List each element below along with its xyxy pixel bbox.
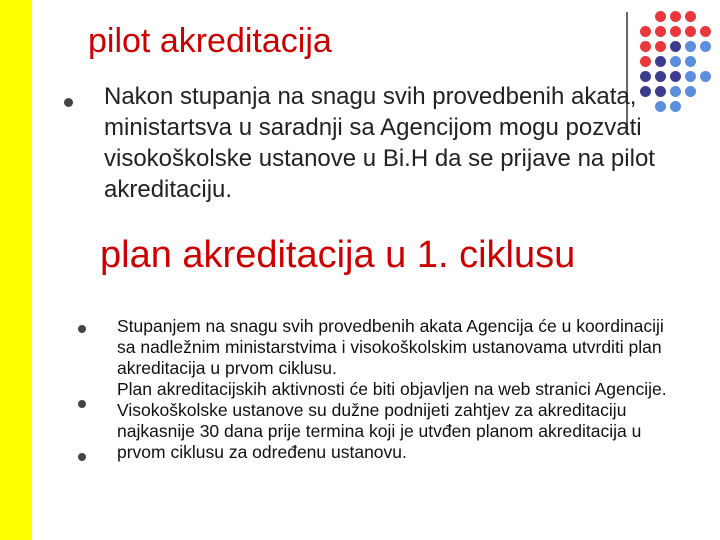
dot <box>670 101 681 112</box>
dot <box>700 86 711 97</box>
dot <box>700 26 711 37</box>
dot <box>670 86 681 97</box>
dot <box>670 26 681 37</box>
section-title-plan: plan akreditacija u 1. ciklusu <box>100 234 576 276</box>
dot <box>700 71 711 82</box>
dot <box>700 11 711 22</box>
dot <box>670 11 681 22</box>
list-item: Plan akreditacijskih aktivnosti će biti objavljen na web stranici Agencije. <box>117 379 667 399</box>
dot <box>685 26 696 37</box>
dot <box>670 41 681 52</box>
dot <box>640 26 651 37</box>
dot <box>685 11 696 22</box>
dot <box>655 41 666 52</box>
bullet-icon <box>78 400 86 408</box>
paragraph-pilot: Nakon stupanja na snagu svih provedbenih akata, ministartsva u saradnji sa Agencijom mogu pozvati visokoškolske ustanove u Bi.H da se prijave na pilot akreditaciju. <box>104 83 655 203</box>
dot <box>670 71 681 82</box>
dot <box>685 86 696 97</box>
dot <box>640 56 651 67</box>
dot <box>685 41 696 52</box>
plan-bullet-list <box>117 316 677 463</box>
dot <box>670 56 681 67</box>
bullet-icon <box>78 325 86 333</box>
dot <box>700 41 711 52</box>
dot <box>655 26 666 37</box>
dot <box>640 41 651 52</box>
dot <box>685 101 696 112</box>
dot <box>640 11 651 22</box>
bullet-icon <box>64 98 73 107</box>
yellow-side-bar <box>0 0 32 540</box>
dot <box>700 101 711 112</box>
dot <box>700 56 711 67</box>
dot <box>655 11 666 22</box>
slide-title-pilot: pilot akreditacija <box>88 22 332 60</box>
list-item: Stupanjem na snagu svih provedbenih akata Agencija će u koordinaciji sa nadležnim ministarstvima i visokoškolskim ustanovama utvrditi plan akreditacija u prvom ciklusu. <box>117 316 664 378</box>
dot <box>685 56 696 67</box>
bullet-icon <box>78 453 86 461</box>
dot <box>655 56 666 67</box>
dot <box>685 71 696 82</box>
list-item: Visokoškolske ustanove su dužne podnijeti zahtjev za akreditaciju najkasnije 30 dana prije termina koji je utvđen planom akreditacija u prvom ciklusu za određenu ustanovu. <box>117 400 642 462</box>
